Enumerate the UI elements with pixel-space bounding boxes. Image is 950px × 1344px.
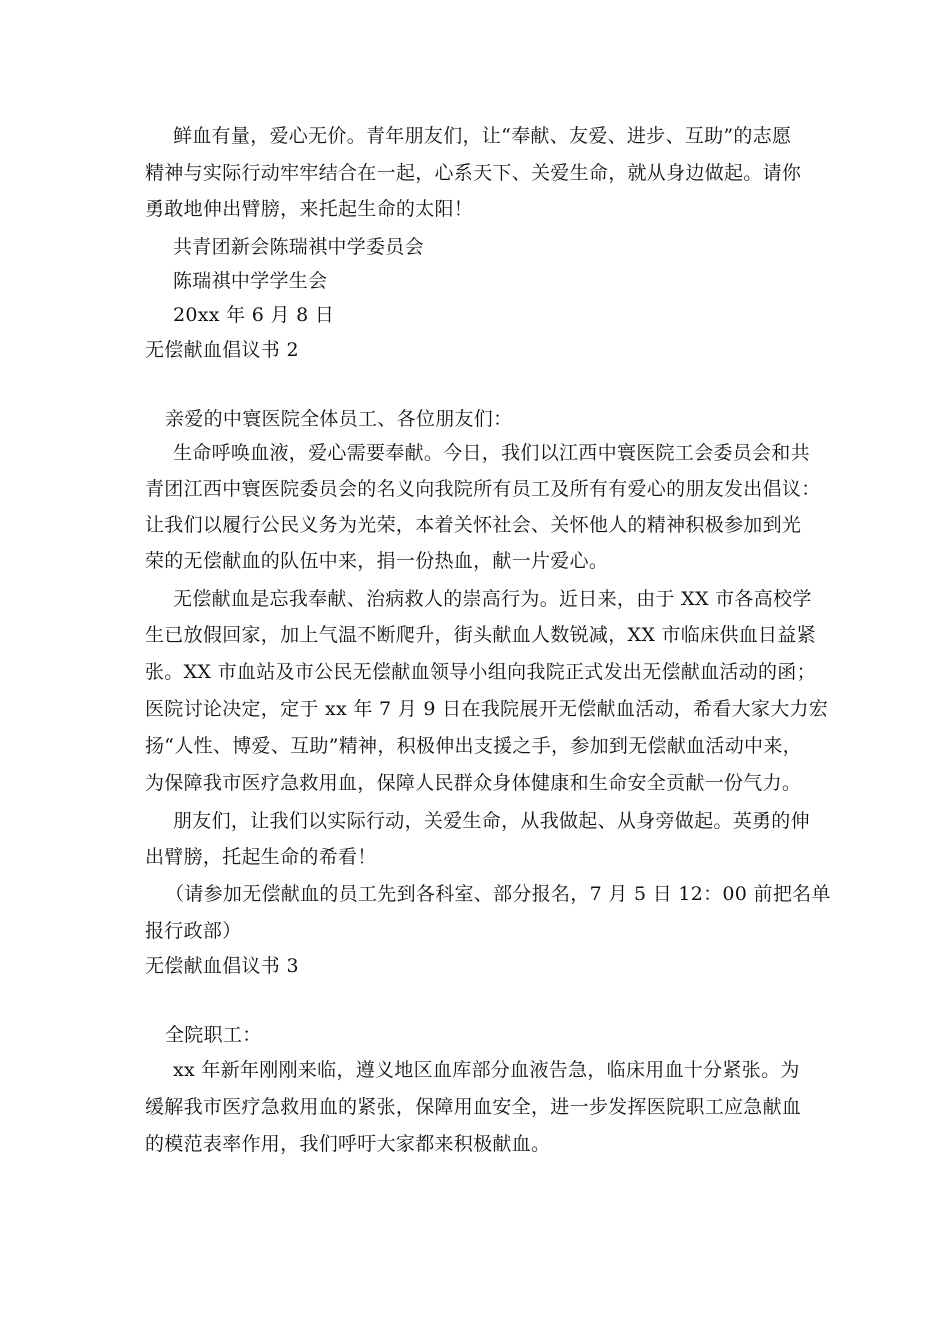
paragraph-line: 出臂膀，托起生命的希看！ <box>145 846 377 868</box>
paragraph-line: 医院讨论决定，定于 xx 年 7 月 9 日在我院展开无偿献血活动，希看大家大力宏 <box>145 698 829 720</box>
paragraph-line: 为保障我市医疗急救用血，保障人民群众身体健康和生命安全贡献一份气力。 <box>145 772 802 794</box>
date-line: 20xx 年 6 月 8 日 <box>173 304 335 326</box>
paragraph-line: 鲜血有量，爱心无价。青年朋友们，让“奉献、友爱、进步、互助”的志愿 <box>173 125 792 147</box>
signature-line: 陈瑞祺中学学生会 <box>173 270 328 292</box>
salutation-line: 亲爱的中寰医院全体员工、各位朋友们： <box>165 408 513 430</box>
paragraph-line: 荣的无偿献血的队伍中来，捐一份热血，献一片爱心。 <box>145 550 609 572</box>
paragraph-line: 生命呼唤血液，爱心需要奉献。今日，我们以江西中寰医院工会委员会和共 <box>173 442 810 464</box>
paragraph-line: 无偿献血是忘我奉献、治病救人的崇高行为。近日来，由于 XX 市各高校学 <box>173 588 812 610</box>
paragraph-line: 缓解我市医疗急救用血的紧张，保障用血安全，进一步发挥医院职工应急献血 <box>145 1096 802 1118</box>
note-line: 报行政部） <box>145 920 242 942</box>
paragraph-line: 精神与实际行动牢牢结合在一起，心系天下、关爱生命，就从身边做起。请你 <box>145 162 802 184</box>
paragraph-line: 生已放假回家，加上气温不断爬升，街头献血人数锐减，XX 市临床供血日益紧 <box>145 624 816 646</box>
section-heading: 无偿献血倡议书 2 <box>145 339 299 361</box>
paragraph-line: 让我们以履行公民义务为光荣，本着关怀社会、关怀他人的精神积极参加到光 <box>145 514 802 536</box>
paragraph-line: 张。XX 市血站及市公民无偿献血领导小组向我院正式发出无偿献血活动的函； <box>145 661 816 683</box>
paragraph-line: 勇敢地伸出臂膀，来托起生命的太阳！ <box>145 198 474 220</box>
paragraph-line: xx 年新年刚刚来临，遵义地区血库部分血液告急，临床用血十分紧张。为 <box>173 1059 800 1081</box>
section-heading: 无偿献血倡议书 3 <box>145 955 299 977</box>
paragraph-line: 青团江西中寰医院委员会的名义向我院所有员工及所有有爱心的朋友发出倡议： <box>145 478 821 500</box>
salutation-line: 全院职工： <box>165 1024 262 1046</box>
paragraph-line: 朋友们，让我们以实际行动，关爱生命，从我做起、从身旁做起。英勇的伸 <box>173 810 810 832</box>
paragraph-line: 的模范表率作用，我们呼吁大家都来积极献血。 <box>145 1133 551 1155</box>
note-line: （请参加无偿献血的员工先到各科室、部分报名，7 月 5 日 12：00 前把名单 <box>165 883 831 905</box>
signature-line: 共青团新会陈瑞祺中学委员会 <box>173 236 424 258</box>
paragraph-line: 扬“人性、博爱、互助”精神，积极伸出支援之手，参加到无偿献血活动中来， <box>145 735 802 757</box>
